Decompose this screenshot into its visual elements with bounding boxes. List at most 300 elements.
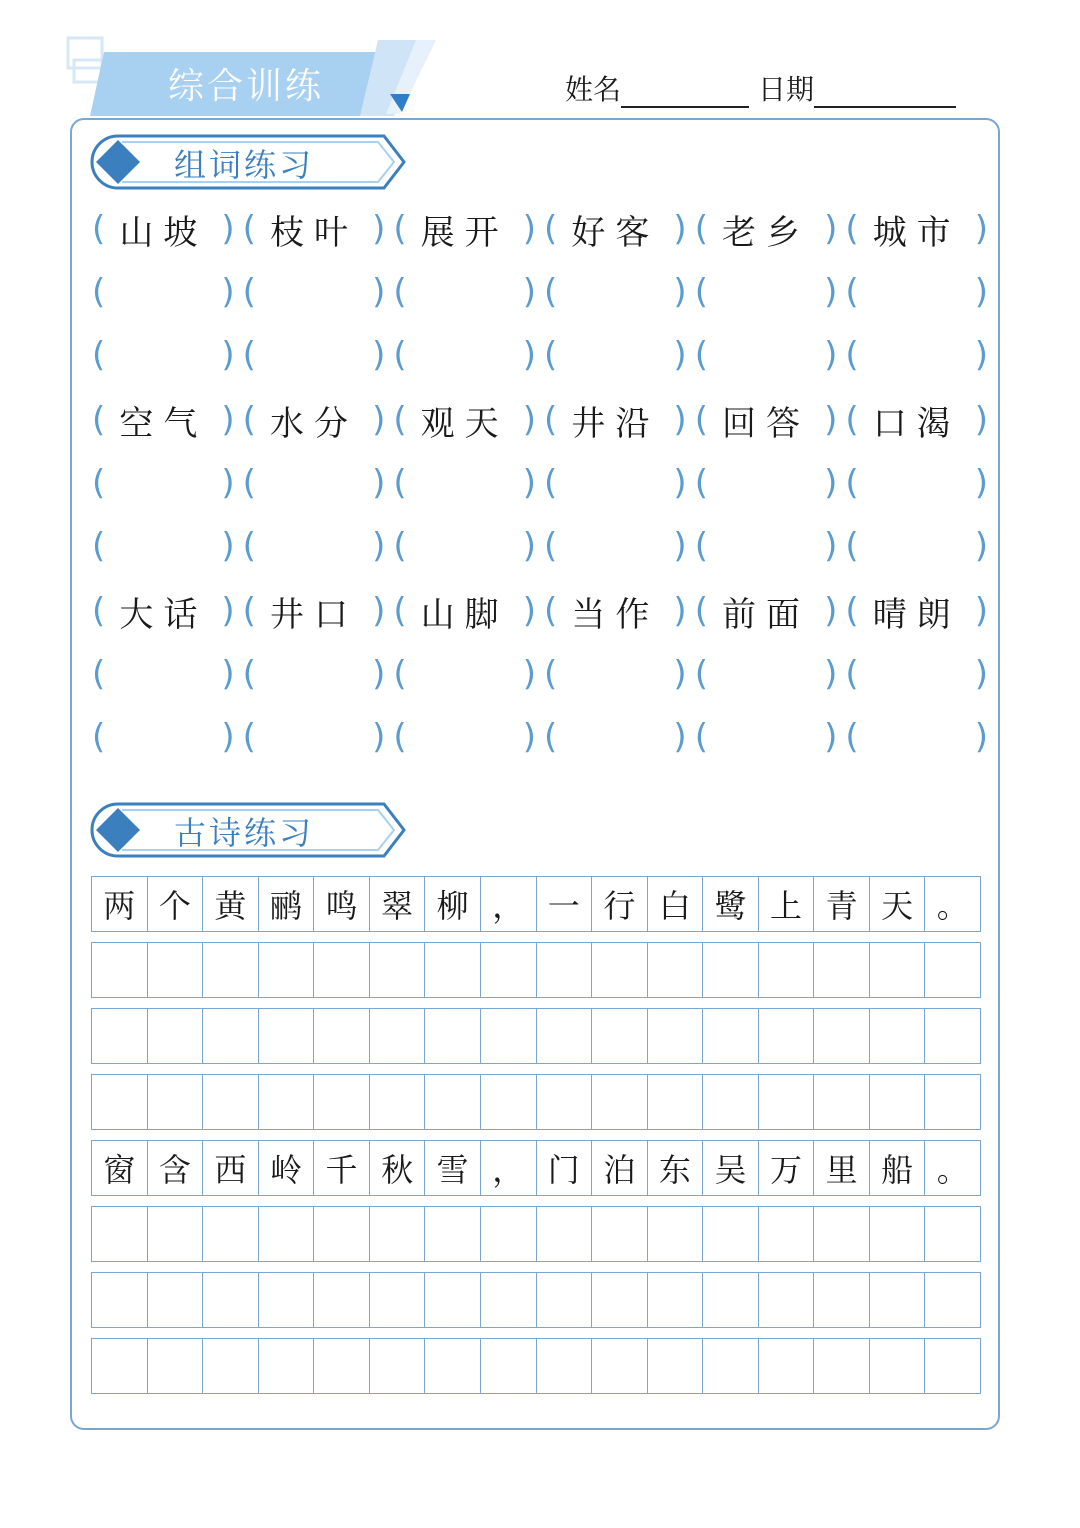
writing-cell[interactable] bbox=[425, 1339, 481, 1393]
word-item bbox=[540, 395, 691, 445]
word-blank[interactable] bbox=[389, 649, 540, 699]
right-paren: ) bbox=[522, 717, 536, 757]
writing-cell[interactable] bbox=[92, 1075, 148, 1129]
writing-cell[interactable] bbox=[592, 1273, 648, 1327]
word-blank[interactable] bbox=[239, 330, 390, 380]
word-text: 井口 bbox=[270, 594, 358, 635]
poem-char-cell: 。 bbox=[936, 887, 969, 925]
writing-cell[interactable] bbox=[592, 1075, 648, 1129]
right-paren: ) bbox=[824, 400, 838, 440]
left-paren: ( bbox=[845, 591, 859, 631]
right-paren: ) bbox=[221, 272, 235, 312]
left-paren: ( bbox=[694, 654, 708, 694]
word-blank[interactable] bbox=[691, 712, 842, 762]
right-paren: ) bbox=[824, 591, 838, 631]
poem-char-cell: 个 bbox=[148, 877, 204, 931]
word-text: 当作 bbox=[571, 594, 660, 635]
writing-cell[interactable] bbox=[648, 943, 704, 997]
right-paren: ) bbox=[824, 717, 838, 757]
writing-cell[interactable] bbox=[814, 1273, 870, 1327]
poem-char-cell: 上 bbox=[759, 877, 815, 931]
word-blank[interactable] bbox=[88, 521, 239, 571]
date-field[interactable] bbox=[758, 68, 956, 108]
right-paren: ) bbox=[824, 654, 838, 694]
right-paren: ) bbox=[673, 209, 687, 249]
left-paren: ( bbox=[694, 335, 708, 375]
poem-char-cell: ， bbox=[481, 1141, 537, 1195]
word-blank[interactable] bbox=[389, 712, 540, 762]
left-paren: ( bbox=[694, 400, 708, 440]
poem-char-cell: 含 bbox=[148, 1141, 204, 1195]
poem-char-cell: 鹂 bbox=[259, 877, 315, 931]
word-blank[interactable] bbox=[239, 521, 390, 571]
writing-cell[interactable] bbox=[314, 1339, 370, 1393]
writing-cell[interactable] bbox=[592, 1009, 648, 1063]
word-blank[interactable] bbox=[88, 267, 239, 317]
writing-cell[interactable] bbox=[148, 943, 204, 997]
word-blank[interactable] bbox=[88, 458, 239, 508]
right-paren: ) bbox=[974, 526, 989, 566]
word-item bbox=[389, 586, 540, 636]
left-paren: ( bbox=[544, 526, 558, 566]
word-blank[interactable] bbox=[841, 330, 992, 380]
writing-grid-row bbox=[91, 1008, 981, 1064]
left-paren: ( bbox=[393, 335, 407, 375]
left-paren: ( bbox=[694, 591, 708, 631]
word-item bbox=[88, 395, 239, 445]
word-blank[interactable] bbox=[841, 521, 992, 571]
writing-cell[interactable] bbox=[814, 1009, 870, 1063]
left-paren: ( bbox=[242, 591, 256, 631]
word-blank[interactable] bbox=[88, 712, 239, 762]
poem-line-row bbox=[91, 1140, 981, 1196]
left-paren: ( bbox=[544, 400, 558, 440]
poem-char-cell: 万 bbox=[759, 1141, 815, 1195]
writing-cell[interactable] bbox=[870, 1273, 926, 1327]
word-item bbox=[239, 586, 390, 636]
right-paren: ) bbox=[522, 654, 536, 694]
right-paren: ) bbox=[673, 400, 687, 440]
writing-cell[interactable] bbox=[703, 943, 759, 997]
left-paren: ( bbox=[544, 654, 558, 694]
writing-cell[interactable] bbox=[592, 1207, 648, 1261]
writing-cell[interactable] bbox=[259, 943, 315, 997]
poem-char-cell: 白 bbox=[648, 877, 704, 931]
poem-char-cell: 雪 bbox=[425, 1141, 481, 1195]
word-blank[interactable] bbox=[239, 712, 390, 762]
word-item bbox=[88, 204, 239, 254]
writing-cell[interactable] bbox=[259, 1009, 315, 1063]
section2-title: 古诗练习 bbox=[174, 814, 315, 852]
writing-cell[interactable] bbox=[370, 1273, 426, 1327]
writing-cell[interactable] bbox=[759, 1009, 815, 1063]
right-paren: ) bbox=[974, 463, 989, 503]
writing-cell[interactable] bbox=[370, 1339, 426, 1393]
right-paren: ) bbox=[974, 272, 989, 312]
date-underline[interactable] bbox=[814, 76, 956, 108]
word-blank[interactable] bbox=[691, 649, 842, 699]
writing-grid-row bbox=[91, 1338, 981, 1394]
word-blank[interactable] bbox=[540, 712, 691, 762]
left-paren: ( bbox=[242, 463, 256, 503]
word-blank[interactable] bbox=[841, 649, 992, 699]
right-paren: ) bbox=[372, 526, 386, 566]
left-paren: ( bbox=[544, 591, 558, 631]
word-text: 前面 bbox=[722, 594, 811, 635]
right-paren: ) bbox=[974, 335, 989, 375]
right-paren: ) bbox=[673, 272, 687, 312]
left-paren: ( bbox=[92, 463, 106, 503]
writing-cell[interactable] bbox=[925, 1009, 980, 1063]
right-paren: ) bbox=[824, 209, 838, 249]
word-blank[interactable] bbox=[540, 330, 691, 380]
writing-cell[interactable] bbox=[370, 943, 426, 997]
word-text: 观天 bbox=[420, 403, 509, 444]
word-blank[interactable] bbox=[389, 330, 540, 380]
poem-char-cell: 船 bbox=[870, 1141, 926, 1195]
writing-cell[interactable] bbox=[592, 943, 648, 997]
left-paren: ( bbox=[92, 272, 106, 312]
name-label: 姓名 bbox=[565, 73, 622, 106]
word-item bbox=[389, 204, 540, 254]
writing-cell[interactable] bbox=[814, 1075, 870, 1129]
writing-cell[interactable] bbox=[648, 1339, 704, 1393]
poem-char-cell: 翠 bbox=[370, 877, 426, 931]
left-paren: ( bbox=[393, 463, 407, 503]
word-item bbox=[389, 395, 540, 445]
poem-char-cell: 一 bbox=[537, 877, 593, 931]
right-paren: ) bbox=[221, 400, 235, 440]
writing-cell[interactable] bbox=[870, 1009, 926, 1063]
poem-char-cell: 吴 bbox=[703, 1141, 759, 1195]
left-paren: ( bbox=[242, 209, 256, 249]
left-paren: ( bbox=[242, 400, 256, 440]
writing-cell[interactable] bbox=[703, 1273, 759, 1327]
right-paren: ) bbox=[372, 400, 386, 440]
word-text: 空气 bbox=[119, 403, 208, 444]
writing-cell[interactable] bbox=[870, 1075, 926, 1129]
writing-cell[interactable] bbox=[870, 943, 926, 997]
writing-cell[interactable] bbox=[148, 1075, 204, 1129]
writing-cell[interactable] bbox=[203, 1207, 259, 1261]
right-paren: ) bbox=[974, 400, 989, 440]
word-row-blank bbox=[88, 521, 992, 571]
poem-char-cell: 千 bbox=[314, 1141, 370, 1195]
word-blank[interactable] bbox=[540, 267, 691, 317]
word-text: 枝叶 bbox=[270, 212, 358, 253]
right-paren: ) bbox=[372, 335, 386, 375]
writing-cell[interactable] bbox=[759, 1273, 815, 1327]
word-row-blank bbox=[88, 649, 992, 699]
writing-cell[interactable] bbox=[203, 1075, 259, 1129]
left-paren: ( bbox=[544, 717, 558, 757]
writing-cell[interactable] bbox=[703, 1207, 759, 1261]
word-text: 展开 bbox=[420, 212, 509, 253]
right-paren: ) bbox=[221, 335, 235, 375]
word-blank[interactable] bbox=[540, 458, 691, 508]
word-item bbox=[691, 204, 842, 254]
writing-cell[interactable] bbox=[148, 1207, 204, 1261]
poem-char-cell: 西 bbox=[203, 1141, 259, 1195]
word-blank[interactable] bbox=[389, 458, 540, 508]
word-item bbox=[88, 586, 239, 636]
left-paren: ( bbox=[92, 591, 106, 631]
writing-cell[interactable] bbox=[481, 943, 537, 997]
word-blank[interactable] bbox=[691, 458, 842, 508]
writing-cell[interactable] bbox=[814, 1207, 870, 1261]
writing-cell[interactable] bbox=[925, 943, 980, 997]
left-paren: ( bbox=[544, 209, 558, 249]
section1-title: 组词练习 bbox=[174, 146, 315, 184]
poem-char-cell: 两 bbox=[92, 877, 148, 931]
word-item bbox=[841, 204, 992, 254]
writing-cell[interactable] bbox=[148, 1273, 204, 1327]
writing-cell[interactable] bbox=[314, 1009, 370, 1063]
word-text: 回答 bbox=[722, 403, 811, 444]
right-paren: ) bbox=[974, 717, 989, 757]
writing-cell[interactable] bbox=[203, 943, 259, 997]
poem-char-cell: 窗 bbox=[92, 1141, 148, 1195]
writing-cell[interactable] bbox=[648, 1207, 704, 1261]
word-blank[interactable] bbox=[691, 267, 842, 317]
writing-cell[interactable] bbox=[648, 1009, 704, 1063]
left-paren: ( bbox=[242, 717, 256, 757]
left-paren: ( bbox=[242, 654, 256, 694]
word-blank[interactable] bbox=[239, 458, 390, 508]
left-paren: ( bbox=[845, 209, 859, 249]
writing-cell[interactable] bbox=[925, 1075, 980, 1129]
right-paren: ) bbox=[673, 335, 687, 375]
left-paren: ( bbox=[393, 526, 407, 566]
name-field[interactable] bbox=[565, 68, 749, 108]
left-paren: ( bbox=[393, 400, 407, 440]
word-blank[interactable] bbox=[239, 649, 390, 699]
writing-cell[interactable] bbox=[537, 1339, 593, 1393]
writing-cell[interactable] bbox=[314, 1075, 370, 1129]
writing-cell[interactable] bbox=[259, 1207, 315, 1261]
right-paren: ) bbox=[522, 335, 536, 375]
writing-cell[interactable] bbox=[314, 1273, 370, 1327]
poem-char-cell: 东 bbox=[648, 1141, 704, 1195]
poem-char-cell: 秋 bbox=[370, 1141, 426, 1195]
writing-cell[interactable] bbox=[648, 1273, 704, 1327]
left-paren: ( bbox=[544, 335, 558, 375]
writing-cell[interactable] bbox=[537, 1273, 593, 1327]
right-paren: ) bbox=[522, 591, 536, 631]
writing-cell[interactable] bbox=[814, 1339, 870, 1393]
writing-cell[interactable] bbox=[481, 1075, 537, 1129]
writing-cell[interactable] bbox=[537, 1075, 593, 1129]
word-text: 口渴 bbox=[872, 403, 961, 444]
right-paren: ) bbox=[372, 209, 386, 249]
word-blank[interactable] bbox=[540, 649, 691, 699]
writing-cell[interactable] bbox=[481, 1207, 537, 1261]
left-paren: ( bbox=[92, 654, 106, 694]
word-item bbox=[239, 204, 390, 254]
left-paren: ( bbox=[845, 654, 859, 694]
writing-cell[interactable] bbox=[759, 1339, 815, 1393]
right-paren: ) bbox=[824, 335, 838, 375]
writing-cell[interactable] bbox=[370, 1207, 426, 1261]
right-paren: ) bbox=[824, 272, 838, 312]
writing-cell[interactable] bbox=[870, 1339, 926, 1393]
word-text: 山坡 bbox=[119, 212, 208, 253]
writing-cell[interactable] bbox=[925, 1339, 980, 1393]
writing-cell[interactable] bbox=[425, 1009, 481, 1063]
writing-cell[interactable] bbox=[759, 1075, 815, 1129]
writing-grid-row bbox=[91, 1206, 981, 1262]
right-paren: ) bbox=[372, 654, 386, 694]
poem-char-cell: 里 bbox=[814, 1141, 870, 1195]
poem-char-cell: 岭 bbox=[259, 1141, 315, 1195]
left-paren: ( bbox=[242, 335, 256, 375]
writing-cell[interactable] bbox=[703, 1075, 759, 1129]
writing-cell[interactable] bbox=[537, 943, 593, 997]
writing-cell[interactable] bbox=[259, 1339, 315, 1393]
writing-cell[interactable] bbox=[925, 1273, 980, 1327]
writing-cell[interactable] bbox=[703, 1339, 759, 1393]
poem-char-cell: 泊 bbox=[592, 1141, 648, 1195]
writing-cell[interactable] bbox=[425, 1207, 481, 1261]
writing-cell[interactable] bbox=[259, 1075, 315, 1129]
left-paren: ( bbox=[694, 209, 708, 249]
right-paren: ) bbox=[221, 717, 235, 757]
word-row-blank bbox=[88, 330, 992, 380]
left-paren: ( bbox=[845, 335, 859, 375]
left-paren: ( bbox=[544, 463, 558, 503]
left-paren: ( bbox=[242, 272, 256, 312]
left-paren: ( bbox=[393, 654, 407, 694]
name-underline[interactable] bbox=[621, 76, 749, 108]
left-paren: ( bbox=[92, 717, 106, 757]
writing-cell[interactable] bbox=[592, 1339, 648, 1393]
writing-cell[interactable] bbox=[203, 1273, 259, 1327]
writing-cell[interactable] bbox=[203, 1339, 259, 1393]
writing-cell[interactable] bbox=[870, 1207, 926, 1261]
word-blank[interactable] bbox=[389, 521, 540, 571]
writing-cell[interactable] bbox=[148, 1339, 204, 1393]
writing-cell[interactable] bbox=[925, 1207, 980, 1261]
word-blank[interactable] bbox=[540, 521, 691, 571]
left-paren: ( bbox=[242, 526, 256, 566]
poem-char-cell: 鹭 bbox=[703, 877, 759, 931]
left-paren: ( bbox=[694, 526, 708, 566]
writing-cell[interactable] bbox=[703, 1009, 759, 1063]
word-blank[interactable] bbox=[841, 458, 992, 508]
right-paren: ) bbox=[673, 463, 687, 503]
word-blank[interactable] bbox=[841, 712, 992, 762]
writing-cell[interactable] bbox=[481, 1339, 537, 1393]
writing-cell[interactable] bbox=[425, 1273, 481, 1327]
poem-line-row bbox=[91, 876, 981, 932]
right-paren: ) bbox=[522, 463, 536, 503]
writing-cell[interactable] bbox=[203, 1009, 259, 1063]
writing-cell[interactable] bbox=[481, 1273, 537, 1327]
writing-cell[interactable] bbox=[481, 1009, 537, 1063]
banner-title: 综合训练 bbox=[168, 66, 325, 107]
word-text: 老乡 bbox=[722, 212, 811, 253]
writing-cell[interactable] bbox=[648, 1075, 704, 1129]
left-paren: ( bbox=[544, 272, 558, 312]
writing-cell[interactable] bbox=[814, 943, 870, 997]
poem-char-cell: 门 bbox=[537, 1141, 593, 1195]
word-row-blank bbox=[88, 458, 992, 508]
word-text: 水分 bbox=[270, 403, 358, 444]
word-row-given bbox=[88, 586, 992, 636]
left-paren: ( bbox=[694, 272, 708, 312]
word-blank[interactable] bbox=[239, 267, 390, 317]
writing-cell[interactable] bbox=[537, 1009, 593, 1063]
writing-cell[interactable] bbox=[314, 943, 370, 997]
word-blank[interactable] bbox=[389, 267, 540, 317]
poem-char-cell: 行 bbox=[592, 877, 648, 931]
word-text: 晴朗 bbox=[872, 594, 961, 635]
word-blank[interactable] bbox=[841, 267, 992, 317]
word-item bbox=[841, 395, 992, 445]
word-blank[interactable] bbox=[691, 330, 842, 380]
right-paren: ) bbox=[974, 654, 989, 694]
word-item bbox=[540, 586, 691, 636]
word-row-given bbox=[88, 395, 992, 445]
writing-grid-row bbox=[91, 1272, 981, 1328]
right-paren: ) bbox=[673, 591, 687, 631]
writing-cell[interactable] bbox=[370, 1009, 426, 1063]
left-paren: ( bbox=[393, 209, 407, 249]
poem-char-cell: ， bbox=[481, 877, 537, 931]
left-paren: ( bbox=[845, 463, 859, 503]
right-paren: ) bbox=[221, 463, 235, 503]
writing-cell[interactable] bbox=[92, 1009, 148, 1063]
writing-cell[interactable] bbox=[537, 1207, 593, 1261]
right-paren: ) bbox=[372, 591, 386, 631]
word-text: 山脚 bbox=[420, 594, 509, 635]
right-paren: ) bbox=[673, 654, 687, 694]
word-item bbox=[841, 586, 992, 636]
right-paren: ) bbox=[673, 526, 687, 566]
right-paren: ) bbox=[673, 717, 687, 757]
writing-cell[interactable] bbox=[259, 1273, 315, 1327]
left-paren: ( bbox=[92, 400, 106, 440]
right-paren: ) bbox=[522, 526, 536, 566]
date-label: 日期 bbox=[758, 73, 815, 106]
word-blank[interactable] bbox=[88, 649, 239, 699]
right-paren: ) bbox=[522, 272, 536, 312]
left-paren: ( bbox=[393, 717, 407, 757]
writing-cell[interactable] bbox=[425, 1075, 481, 1129]
right-paren: ) bbox=[974, 591, 989, 631]
poem-char-cell: 柳 bbox=[425, 877, 481, 931]
writing-cell[interactable] bbox=[314, 1207, 370, 1261]
writing-cell[interactable] bbox=[759, 1207, 815, 1261]
poem-char-cell: 鸣 bbox=[314, 877, 370, 931]
writing-cell[interactable] bbox=[92, 1207, 148, 1261]
left-paren: ( bbox=[92, 209, 106, 249]
writing-cell[interactable] bbox=[92, 1339, 148, 1393]
word-item bbox=[239, 395, 390, 445]
word-blank[interactable] bbox=[88, 330, 239, 380]
writing-cell[interactable] bbox=[425, 943, 481, 997]
left-paren: ( bbox=[845, 272, 859, 312]
word-blank[interactable] bbox=[691, 521, 842, 571]
writing-cell[interactable] bbox=[92, 943, 148, 997]
writing-cell[interactable] bbox=[759, 943, 815, 997]
writing-cell[interactable] bbox=[148, 1009, 204, 1063]
word-item bbox=[691, 586, 842, 636]
writing-cell[interactable] bbox=[370, 1075, 426, 1129]
right-paren: ) bbox=[824, 526, 838, 566]
writing-cell[interactable] bbox=[92, 1273, 148, 1327]
writing-grid-row bbox=[91, 1074, 981, 1130]
